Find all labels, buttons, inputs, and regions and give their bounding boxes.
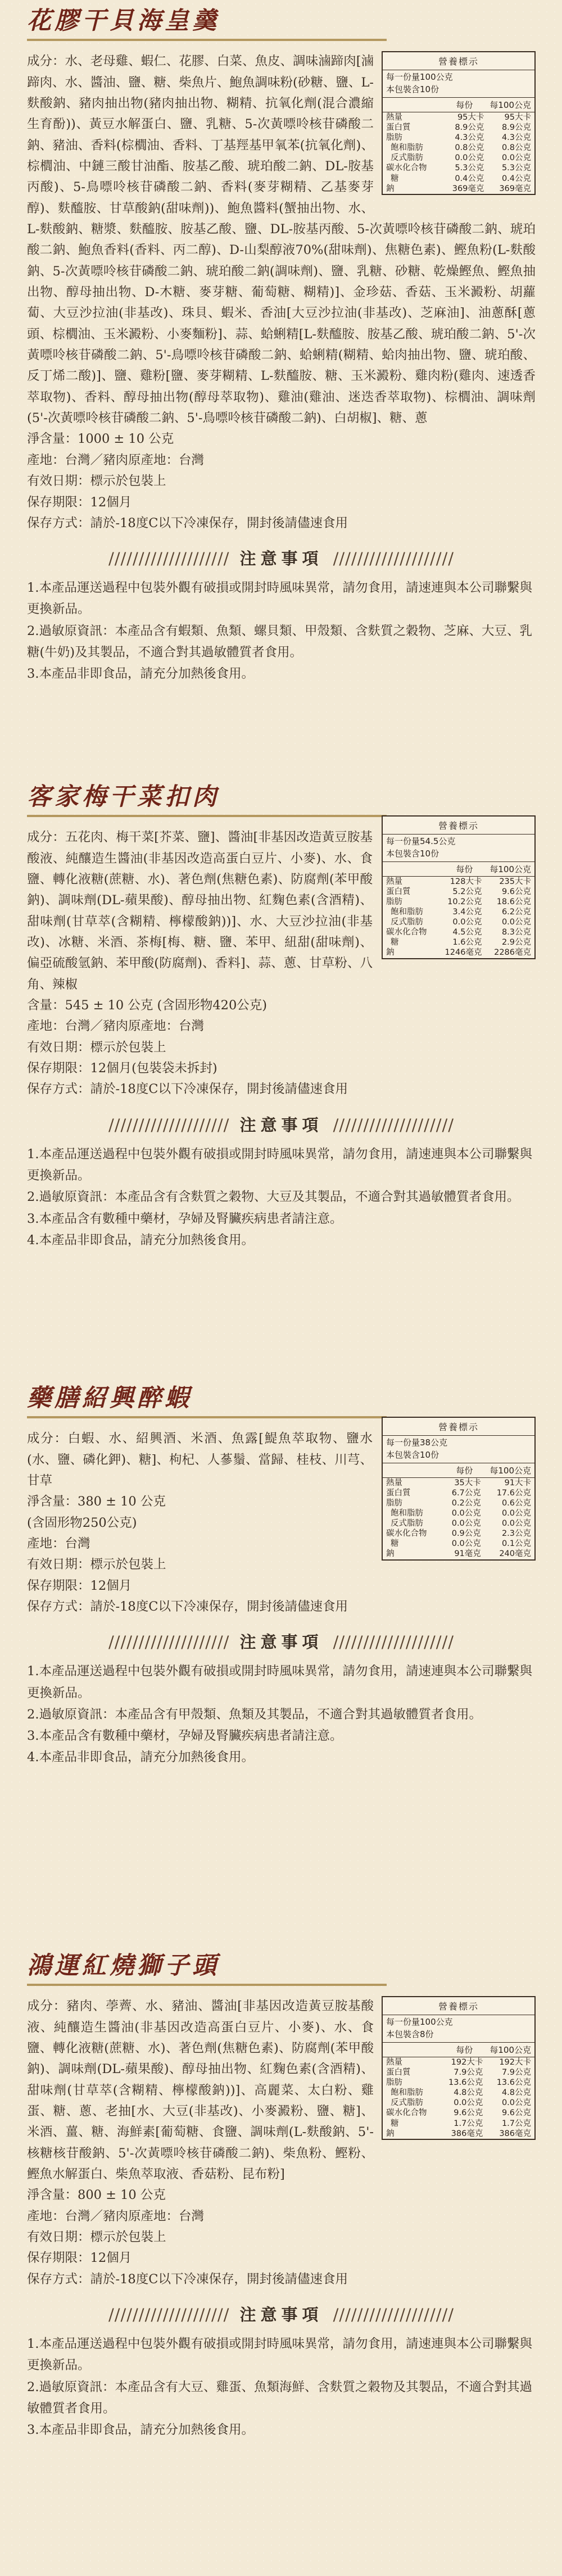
nutrient-per-serving: 0.0公克 [454,2098,483,2108]
nutrition-header: 營養標示 [383,1418,534,1436]
notice-item: 3.本產品含有數種中藥材，孕婦及腎臟疾病患者請注意。 [27,1211,343,1226]
nutrient-per-serving: 4.5公克 [452,928,482,937]
nutrient-label: 脂肪 [386,897,402,906]
nutrition-row [383,123,534,133]
nutrient-per-serving: 0.0公克 [452,918,482,927]
decorative-slashes: //////////////////// [333,1632,455,1652]
nutrient-per-serving: 1.7公克 [454,2119,483,2128]
nutrient-per-100g: 8.3公克 [501,928,531,937]
nutrient-per-100g: 0.0公克 [501,2098,531,2108]
product-title: 客家梅干菜扣肉 [27,783,220,811]
nutrient-per-100g: 13.6公克 [496,2078,531,2088]
nutrient-per-100g: 9.6公克 [501,887,531,896]
nutrient-label: 反式脂肪 [391,918,423,927]
nutrient-per-100g: 4.8公克 [501,2088,531,2098]
nutrient-per-100g: 17.6公克 [496,1488,531,1498]
decorative-slashes: //////////////////// [333,1115,455,1135]
notice-list [27,2333,536,2441]
nutrient-per-100g: 95大卡 [504,112,531,122]
nutrition-row [383,1498,534,1508]
nutrient-label: 蛋白質 [386,1488,411,1498]
nutrient-per-100g: 0.0公克 [501,153,531,163]
nutrient-per-serving: 5.3公克 [455,164,484,173]
nutrition-column-headers: 每份 每100公克 [383,98,534,112]
nutrient-per-serving: 0.0公克 [455,153,484,163]
nutrition-row [383,907,534,917]
nutrient-label: 糖 [391,2119,399,2128]
nutrition-row [383,1549,534,1559]
decorative-slashes: //////////////////// [333,2305,455,2325]
nutrient-per-serving: 7.9公克 [454,2067,483,2077]
notice-item: 1.本產品運送過程中包裝外觀有破損或開封時風味異常，請勿食用，請速連與本公司聯繫與更換新品。 [27,1664,532,1700]
nutrient-per-serving: 0.0公克 [451,1508,481,1518]
nutrition-row [383,917,534,927]
notice-heading: //////////////////// 注意事項 //////////////////// [108,549,455,569]
nutrition-column-headers: 每份 每100公克 [383,862,534,877]
nutrient-label: 蛋白質 [386,2067,411,2077]
nutrient-per-100g: 2.9公克 [501,938,531,947]
product-section-2 [27,784,536,1251]
nutrient-per-100g: 18.6公克 [496,897,531,906]
nutrient-label: 鈉 [386,948,395,958]
nutrient-label: 飽和脂肪 [391,143,423,153]
nutrient-per-serving: 0.4公克 [455,174,484,183]
nutrition-row [383,887,534,897]
nutrient-per-100g: 4.3公克 [501,133,531,143]
nutrient-label: 碳水化合物 [386,164,427,173]
nutrient-per-100g: 235大卡 [499,877,531,886]
nutrition-facts-table [382,1996,536,2140]
nutrition-row [383,184,534,194]
nutrient-per-100g: 6.2公克 [501,907,531,917]
nutrient-label: 蛋白質 [386,123,411,132]
nutrition-row [383,877,534,887]
nutrition-column-headers: 每份 每100公克 [383,1463,534,1478]
decorative-slashes: //////////////////// [108,1115,230,1135]
nutrition-row [383,2088,534,2098]
nutrient-label: 熱量 [386,1478,402,1487]
nutrition-rows [383,1478,534,1559]
nutrition-row [383,133,534,143]
notice-item: 4.本產品非即食品，請充分加熱後食用。 [27,1750,254,1765]
nutrient-per-100g: 0.6公克 [501,1498,531,1508]
nutrient-per-serving: 6.7公克 [451,1488,481,1498]
nutrition-row [383,153,534,163]
nutrient-per-serving: 1246毫克 [445,948,482,958]
nutrient-label: 脂肪 [386,133,402,143]
notice-item: 3.本產品非即食品，請充分加熱後食用。 [27,666,254,682]
product-title: 花膠干貝海皇羹 [27,7,220,35]
nutrition-rows [383,2057,534,2139]
nutrient-label: 鈉 [386,184,395,193]
nutrition-row [383,1478,534,1488]
nutrient-per-100g: 386毫克 [499,2129,531,2138]
nutrient-per-serving: 13.6公克 [448,2078,483,2088]
decorative-slashes: //////////////////// [108,1632,230,1652]
nutrition-facts-table [382,51,536,195]
nutrition-row [383,143,534,153]
nutrition-row [383,1518,534,1529]
nutrition-row [383,1529,534,1539]
nutrition-row [383,947,534,958]
product-section-1 [27,8,536,684]
nutrition-row [383,163,534,173]
nutrient-per-serving: 95大卡 [457,112,484,122]
nutrient-per-serving: 8.9公克 [455,123,484,132]
title-divider [27,1984,387,1986]
nutrient-label: 碳水化合物 [386,2108,427,2118]
nutrient-per-100g: 2.3公克 [501,1529,531,1539]
nutrient-per-serving: 0.9公克 [451,1529,481,1539]
nutrition-row [383,1488,534,1498]
notice-item: 2.過敏原資訊：本產品含有大豆、雞蛋、魚類海鮮、含麩質之穀物及其製品，不適合對其過敏體質者食用。 [27,2379,532,2416]
product-info: 含量：545 ± 10 公克 (含固形物420公克) 產地：台灣／豬肉原產地：台灣 有效日期：標示於包裝上 保存期限：12個月(包裝袋未拆封) 保存方式：請於-18度C以下冷凍保存，開封後請儘速食用 [27,998,348,1097]
nutrient-per-serving: 0.8公克 [455,143,484,153]
ingredients-text: 成分：五花肉、梅干菜[芥菜、鹽]、醬油[非基因改造黃豆胺基酸液、純釀造生醬油(非基因改造高蛋白豆片、小麥)、水、食鹽、轉化液糖(蔗糖、水)、著色劑(焦糖色素)、防腐劑(苯甲酸鈉)、調味劑(DL-蘋果酸)、醇母抽出物、紅麴色素(含酒精)、甜味劑(甘草萃(含糊精、檸檬酸鈉))]、水、大豆沙拉油(非基改)、冰糖、米酒、茶梅[梅、糖、鹽、苯甲、紐甜(甜味劑)、偏亞硫酸氫鈉、苯甲酸(防腐劑)、香料]、蒜、蔥、甘草粉、八角、辣椒 [27,830,373,992]
nutrient-per-serving: 35大卡 [454,1478,481,1487]
nutrient-label: 飽和脂肪 [391,2088,423,2098]
nutrition-facts-table [382,1417,536,1561]
nutrition-row [383,937,534,947]
title-divider [27,1416,387,1418]
nutrition-row [383,1508,534,1518]
nutrient-per-serving: 4.3公克 [455,133,484,143]
nutrition-row [383,174,534,184]
nutrient-per-100g: 1.7公克 [501,2119,531,2128]
product-info: 淨含量：800 ± 10 公克 產地：台灣／豬肉原產地：台灣 有效日期：標示於包裝上 保存期限：12個月 保存方式：請於-18度C以下冷凍保存，開封後請儘速食用 [27,2188,348,2287]
nutrient-per-100g: 7.9公克 [501,2067,531,2077]
notice-item: 3.本產品含有數種中藥材，孕婦及腎臟疾病患者請注意。 [27,1729,343,1744]
nutrition-rows [383,877,534,958]
ingredients-text: 成分：白蝦、水、紹興酒、米酒、魚露[鯷魚萃取物、鹽水(水、鹽、磷化鉀)、糖]、枸杞、人蔘鬚、當歸、桂枝、川芎、甘草 [27,1431,373,1488]
nutrient-per-serving: 128大卡 [450,877,482,886]
nutrition-serving-info: 每一份量38公克 本包裝含10份 [383,1436,534,1463]
nutrient-per-100g: 5.3公克 [501,164,531,173]
nutrient-label: 脂肪 [386,2078,402,2088]
nutrient-per-100g: 2286毫克 [494,948,531,958]
notice-item: 2.過敏原資訊：本產品含有蝦類、魚類、螺貝類、甲殼類、含麩質之穀物、芝麻、大豆、乳糖(牛奶)及其製品，不適合對其過敏體質者食用。 [27,623,532,660]
nutrient-per-serving: 0.2公克 [451,1498,481,1508]
title-divider [27,39,387,41]
nutrient-per-serving: 386毫克 [451,2129,483,2138]
nutrient-label: 鈉 [386,2129,395,2138]
nutrition-header: 營養標示 [383,52,534,70]
nutrient-per-serving: 0.0公克 [451,1519,481,1528]
nutrition-row [383,2098,534,2108]
notice-item: 1.本產品運送過程中包裝外觀有破損或開封時風味異常，請勿食用，請速連與本公司聯繫與更換新品。 [27,1146,532,1183]
nutrient-label: 糖 [391,174,399,183]
notice-heading: //////////////////// 注意事項 //////////////////// [108,1632,455,1652]
notice-item: 2.過敏原資訊：本產品含有含麩質之穀物、大豆及其製品，不適合對其過敏體質者食用。 [27,1190,520,1205]
nutrient-label: 反式脂肪 [391,153,423,163]
nutrition-serving-info: 每一份量54.5公克 本包裝含10份 [383,835,534,862]
nutrition-row [383,112,534,123]
notice-heading: //////////////////// 注意事項 //////////////////// [108,1115,455,1135]
nutrient-per-100g: 9.6公克 [501,2108,531,2118]
ingredients-text: 成分：豬肉、荸薺、水、豬油、醬油[非基因改造黃豆胺基酸液、純釀造生醬油(非基因改造高蛋白豆片、小麥)、水、食鹽、轉化液糖(蔗糖、水)、著色劑(焦糖色素)、防腐劑(苯甲酸鈉)、調味劑(DL-蘋果酸)、醇母抽出物、紅麴色素(含酒精)、甜味劑(甘草萃(含糊精、檸檬酸鈉))]、高麗菜、太白粉、雞蛋、糖、蔥、老抽[水、大豆(非基改)、小麥澱粉、鹽、糖]、米酒、薑、糖、海鮮素[葡萄糖、食鹽、調味劑(L-麩酸鈉、5'-核糖核苷酸鈉、5'-次黃嘌呤核苷磷酸二鈉)、柴魚粉、鰹粉、鰹魚水解蛋白、柴魚萃取液、香菇粉、昆布粉] [27,1999,374,2182]
notice-heading: //////////////////// 注意事項 //////////////////// [108,2305,455,2325]
title-divider [27,815,387,817]
nutrient-per-100g: 91大卡 [504,1478,531,1487]
product-info: 淨含量：1000 ± 10 公克 產地：台灣／豬肉原產地：台灣 有效日期：標示於包裝上 保存期限：12個月 保存方式：請於-18度C以下冷凍保存，開封後請儘速食用 [27,432,348,530]
nutrition-row [383,897,534,907]
nutrient-per-serving: 192大卡 [451,2057,483,2067]
nutrient-per-100g: 0.8公克 [501,143,531,153]
nutrient-label: 熱量 [386,877,402,886]
nutrient-per-serving: 9.6公克 [454,2108,483,2118]
nutrition-row [383,927,534,937]
nutrition-facts-table [382,815,536,959]
nutrition-row [383,2108,534,2118]
decorative-slashes: //////////////////// [333,549,455,569]
nutrient-label: 碳水化合物 [386,928,427,937]
nutrient-label: 飽和脂肪 [391,907,423,917]
nutrition-column-headers: 每份 每100公克 [383,2043,534,2057]
nutrient-per-serving: 5.2公克 [452,887,482,896]
nutrient-label: 脂肪 [386,1498,402,1508]
notice-list [27,1144,536,1251]
notice-list [27,577,536,684]
nutrient-label: 鈉 [386,1549,395,1559]
nutrient-label: 糖 [391,938,399,947]
nutrient-label: 飽和脂肪 [391,1508,423,1518]
nutrition-row [383,2057,534,2067]
nutrient-label: 熱量 [386,2057,402,2067]
nutrient-per-100g: 0.0公克 [501,918,531,927]
nutrient-per-serving: 369毫克 [452,184,484,193]
decorative-slashes: //////////////////// [108,549,230,569]
nutrient-label: 碳水化合物 [386,1529,427,1539]
nutrient-per-100g: 0.0公克 [501,1519,531,1528]
nutrition-serving-info: 每一份量100公克 本包裝含10份 [383,70,534,98]
nutrition-row [383,2078,534,2088]
nutrient-per-100g: 0.0公克 [501,1508,531,1518]
nutrient-label: 反式脂肪 [391,2098,423,2108]
nutrition-row [383,2119,534,2129]
ingredients-text: 成分：水、老母雞、蝦仁、花膠、白菜、魚皮、調味滷蹄肉[滷蹄肉、水、醬油、鹽、糖、柴魚片、鮑魚調味粉(砂糖、鹽、L-麩酸鈉、豬肉抽出物(豬肉抽出物、糊精、抗氧化劑(混合濃縮生育酚))、黃豆水解蛋白、鹽、乳糖、5-次黃嘌呤核苷磷酸二鈉、豬油、香料(棕櫚油、香料、丁基羥基甲氧苯(抗氧化劑)、棕櫚油、中鏈三酸甘油酯、胺基乙酸、琥珀酸二鈉、DL-胺基丙酸)、5-鳥嘌呤核苷磷酸二鈉、香料(麥芽糊精、乙基麥芽醇)、麩醯胺、甘草酸鈉(甜味劑))、鮑魚醬料(蟹抽出物、水、L-麩酸鈉、糖漿、麩醯胺、胺基乙酸、鹽、DL-胺基丙酸、5-次黃嘌呤核苷磷酸二鈉、琥珀酸二鈉、鮑魚香料(香料、丙二醇)、D-山梨醇液70%(甜味劑)、焦糖色素)、鰹魚粉(L-麩酸鈉、5-次黃嘌呤核苷磷酸二鈉、琥珀酸二鈉(調味劑)、鹽、乳糖、砂糖、乾燥鰹魚、鰹魚抽出物、醇母抽出物、D-木糖、麥芽糖、葡萄糖、糊精)]、金珍菇、香菇、玉米澱粉、胡蘿蔔、大豆沙拉油(非基改)、珠貝、蝦米、香油[大豆沙拉油(非基改)、芝麻油]、油蔥酥[蔥頭、棕櫚油、玉米澱粉、小麥麵粉]、蒜、蛤蜊精[L-麩醯胺、胺基乙酸、琥珀酸二鈉、5'-次黃嘌呤核苷磷酸二鈉、5'-鳥嘌呤核苷磷酸二鈉、蛤蜊精(糊精、蛤肉抽出物、鹽、琥珀酸、反丁烯二酸)]、鹽、雞粉[鹽、麥芽糊精、L-麩醯胺、糖、玉米澱粉、雞肉粉(雞肉、速透香萃取物)、香料、醇母抽出物(醇母萃取物)、雞油(雞油、迷迭香萃取物)、棕櫚油、調味劑(5'-次黃嘌呤核苷磷酸二鈉、5'-鳥嘌呤核苷磷酸二鈉)、白胡椒]、糖、蔥 [27,54,536,426]
product-section-3 [27,1385,536,1768]
nutrient-per-serving: 10.2公克 [447,897,482,906]
nutrient-label: 糖 [391,1539,399,1549]
notice-item: 1.本產品運送過程中包裝外觀有破損或開封時風味異常，請勿食用，請速連與本公司聯繫與更換新品。 [27,2337,532,2373]
nutrient-per-serving: 1.6公克 [452,938,482,947]
decorative-slashes: //////////////////// [108,2305,230,2325]
nutrient-per-100g: 0.1公克 [501,1539,531,1549]
nutrient-per-serving: 0.0公克 [451,1539,481,1549]
nutrition-row [383,1539,534,1549]
nutrition-header: 營養標示 [383,817,534,835]
nutrient-per-100g: 369毫克 [499,184,531,193]
nutrient-per-serving: 4.8公克 [454,2088,483,2098]
notice-item: 2.過敏原資訊：本產品含有甲殼類、魚類及其製品，不適合對其過敏體質者食用。 [27,1707,482,1722]
nutrient-label: 熱量 [386,112,402,122]
product-title: 鴻運紅燒獅子頭 [27,1952,220,1980]
notice-item: 3.本產品非即食品，請充分加熱後食用。 [27,2423,254,2438]
nutrient-per-100g: 240毫克 [499,1549,531,1559]
nutrient-per-serving: 3.4公克 [452,907,482,917]
nutrient-per-serving: 91毫克 [454,1549,481,1559]
notice-item: 4.本產品非即食品，請充分加熱後食用。 [27,1232,254,1248]
nutrient-per-100g: 8.9公克 [501,123,531,132]
nutrition-row [383,2067,534,2078]
product-info: 淨含量：380 ± 10 公克 (含固形物250公克) 產地：台灣 有效日期：標示於包裝上 保存期限：12個月 保存方式：請於-18度C以下冷凍保存，開封後請儘速食用 [27,1494,348,1614]
notice-list [27,1661,536,1768]
nutrient-label: 蛋白質 [386,887,411,896]
nutrition-row [383,2129,534,2139]
product-section-4 [27,1953,536,2441]
nutrition-serving-info: 每一份量100公克 本包裝含8份 [383,2015,534,2043]
nutrition-rows [383,112,534,194]
nutrient-per-100g: 192大卡 [499,2057,531,2067]
nutrient-label: 反式脂肪 [391,1519,423,1528]
notice-item: 1.本產品運送過程中包裝外觀有破損或開封時風味異常，請勿食用，請速連與本公司聯繫與更換新品。 [27,580,532,617]
nutrition-header: 營養標示 [383,1997,534,2015]
product-title: 藥膳紹興醉蝦 [27,1384,192,1412]
nutrient-per-100g: 0.4公克 [501,174,531,183]
